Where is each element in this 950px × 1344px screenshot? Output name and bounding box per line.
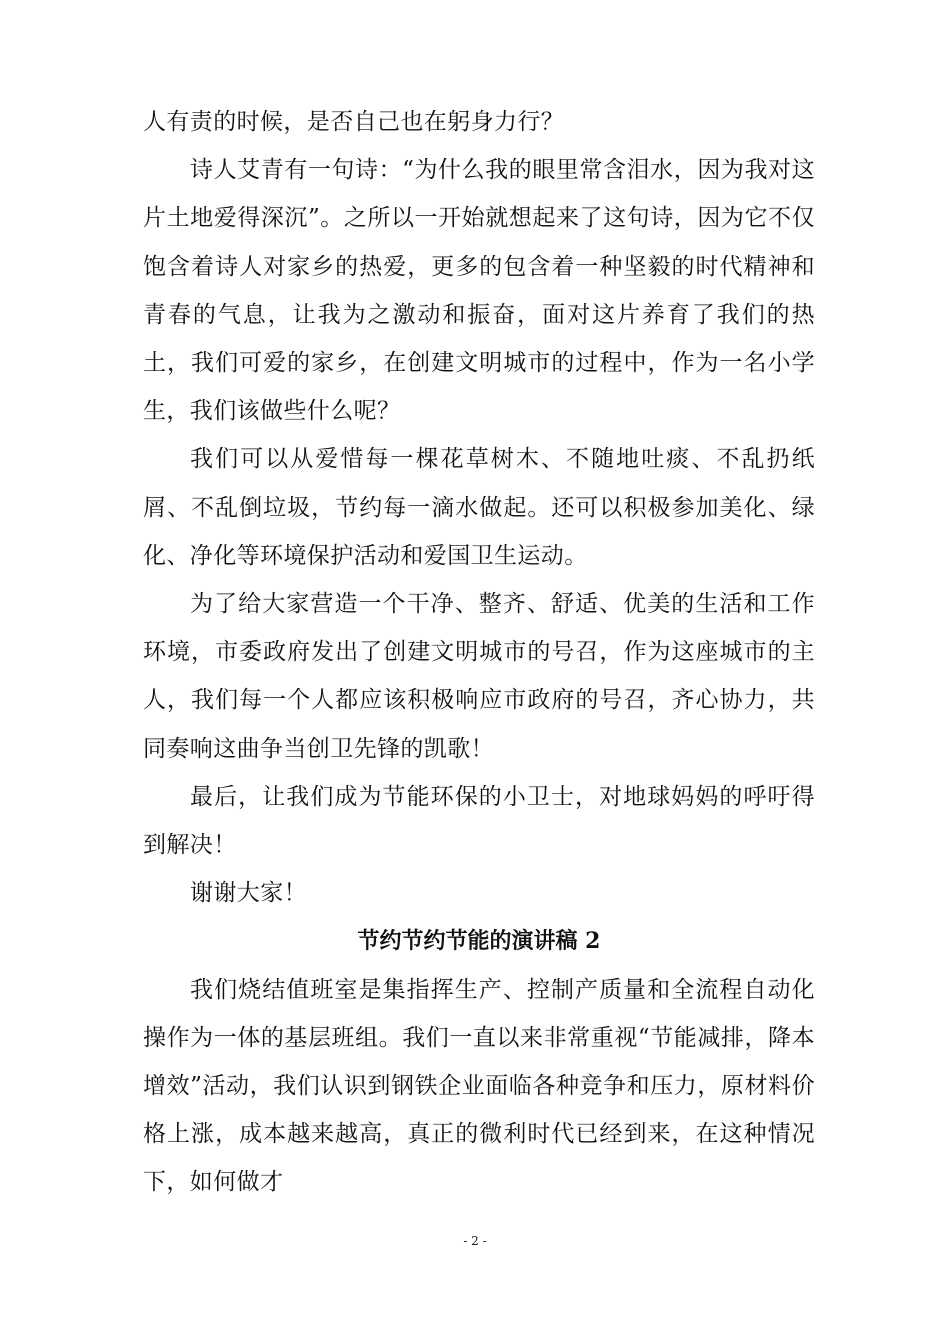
paragraph-actions: 我们可以从爱惜每一棵花草树木、不随地吐痰、不乱扔纸屑、不乱倒垃圾，节约每一滴水做起。还可以积极参加美化、绿化、净化等环境保护活动和爱国卫生运动。: [143, 446, 815, 569]
paragraph-continued: 人有责的时候，是否自己也在躬身力行？: [143, 109, 565, 135]
section-heading: 节约节约节能的演讲稿 2: [357, 928, 601, 955]
paragraph-thanks: 谢谢大家！: [190, 880, 307, 907]
paragraph-city-call: 为了给大家营造一个干净、整齐、舒适、优美的生活和工作环境，市委政府发出了创建文明城市的号召，作为这座城市的主人，我们每一个人都应该积极响应市政府的号召，齐心协力，共同奏响这曲争当创卫先锋的凯歌！: [143, 591, 815, 762]
paragraph-poem-quote: 诗人艾青有一句诗：“为什么我的眼里常含泪水，因为我对这片土地爱得深沉”。之所以一开始就想起来了这句诗，因为它不仅饱含着诗人对家乡的热爱，更多的包含着一种坚毅的时代精神和青春的气息，让我为之激动和振奋，面对这片养育了我们的热土，我们可爱的家乡，在创建文明城市的过程中，作为一名小学生，我们该做些什么呢？: [143, 157, 815, 425]
page-number: - 2 -: [463, 1234, 487, 1248]
document-body: [143, 98, 815, 1207]
paragraph-closing: 最后，让我们成为节能环保的小卫士，对地球妈妈的呼吁得到解决！: [143, 783, 815, 859]
paragraph-team-intro: 我们烧结值班室是集指挥生产、控制产质量和全流程自动化操作为一体的基层班组。我们一直以来非常重视“节能减排，降本增效”活动，我们认识到钢铁企业面临各种竞争和压力，原材料价格上涨，成本越来越高，真正的微利时代已经到来，在这种情况下，如何做才: [143, 976, 815, 1196]
